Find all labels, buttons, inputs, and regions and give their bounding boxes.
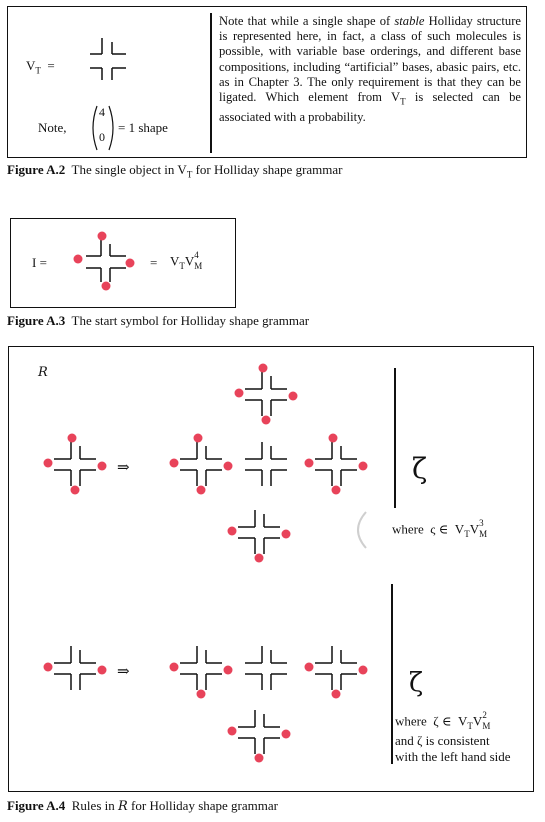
start-symbol-label: I = [32,255,47,270]
marker-dot-icon [71,486,80,495]
marker-dot-icon [259,364,268,373]
marker-dot-icon [262,416,271,425]
holliday-junction-icon [235,636,299,700]
figure-a3-caption: Figure A.3 The start symbol for Holliday shape grammar [7,313,310,328]
marker-dot-icon [228,527,237,536]
marker-dot-icon [235,389,244,398]
binomial-result: = 1 shape [118,120,168,135]
holliday-junction-icon [235,362,299,426]
marker-dot-icon [224,666,233,675]
holliday-junction-icon [44,432,108,496]
marker-dot-icon [102,282,111,291]
binomial-bottom: 0 [99,130,105,144]
holliday-junction-icon [228,700,292,764]
holliday-junction-icon [235,432,299,496]
figure-a2-note: Note that while a single shape of stable Holliday structure is represented here, in fact, a class of such molecules is possible, with variable base orderings, and different base compositions, including “artificial” bases, abasic pairs, etc. as in Chapter 3. The only requirement is that they can be ligated. Which element from $V_T$ is selected can be associated with a probability. [219,14,521,124]
holliday-junction-icon [72,226,142,296]
marker-dot-icon [305,459,314,468]
marker-dot-icon [255,554,264,563]
marker-dot-icon [282,530,291,539]
marker-dot-icon [359,666,368,675]
figure-a2-divider [210,13,212,153]
rule1-divider [394,368,396,508]
marker-dot-icon [98,462,107,471]
marker-dot-icon [44,663,53,672]
start-symbol-value: $V_TV_M^4$ [170,250,203,271]
start-symbol-equals: = [150,255,158,270]
rule2-condition: where ζ ∈ $V_TV_M^2$ [395,710,491,731]
marker-dot-icon [74,255,83,264]
figure-a2-caption: Figure A.2 The single object in $V_T$ for Holliday shape grammar [7,162,343,180]
marker-dot-icon [197,486,206,495]
rule2-condition-line3: with the left hand side [395,749,511,764]
marker-dot-icon [194,434,203,443]
marker-dot-icon [98,666,107,675]
holliday-junction-icon [228,500,292,564]
rule2-arrow: ⇒ [117,664,130,680]
holliday-junction-icon [90,38,130,78]
figure-a4-caption: Figure A.4 Rules in R for Holliday shape grammar [7,798,278,814]
marker-dot-icon [197,690,206,699]
marker-dot-icon [332,690,341,699]
vt-label: $V_T$ = [26,58,55,76]
binomial-top: 4 [99,105,105,119]
rule-set-symbol: R [38,365,48,380]
marker-dot-icon [282,730,291,739]
rule1-zeta: ζ [412,452,428,485]
marker-dot-icon [170,663,179,672]
rule2-divider [391,584,393,764]
holliday-junction-icon [170,432,234,496]
holliday-junction-icon [305,636,369,700]
marker-dot-icon [68,434,77,443]
marker-dot-icon [228,727,237,736]
marker-dot-icon [359,462,368,471]
marker-dot-icon [305,663,314,672]
rule2-condition-line2: and ζ is consistent [395,733,490,748]
marker-dot-icon [98,232,107,241]
holliday-junction-icon [305,432,369,496]
marker-dot-icon [224,462,233,471]
rule1-arrow: ⇒ [117,460,130,476]
marker-dot-icon [44,459,53,468]
marker-dot-icon [170,459,179,468]
rule2-zeta: ζ [409,668,424,698]
marker-dot-icon [329,434,338,443]
note-label: Note, [38,120,67,135]
faint-mark [348,510,372,550]
marker-dot-icon [289,392,298,401]
holliday-junction-icon [170,636,234,700]
rule1-condition: where ς ∈ $V_TV_M^3$ [392,518,488,539]
marker-dot-icon [126,259,135,268]
holliday-junction-icon [44,636,108,700]
marker-dot-icon [255,754,264,763]
marker-dot-icon [332,486,341,495]
